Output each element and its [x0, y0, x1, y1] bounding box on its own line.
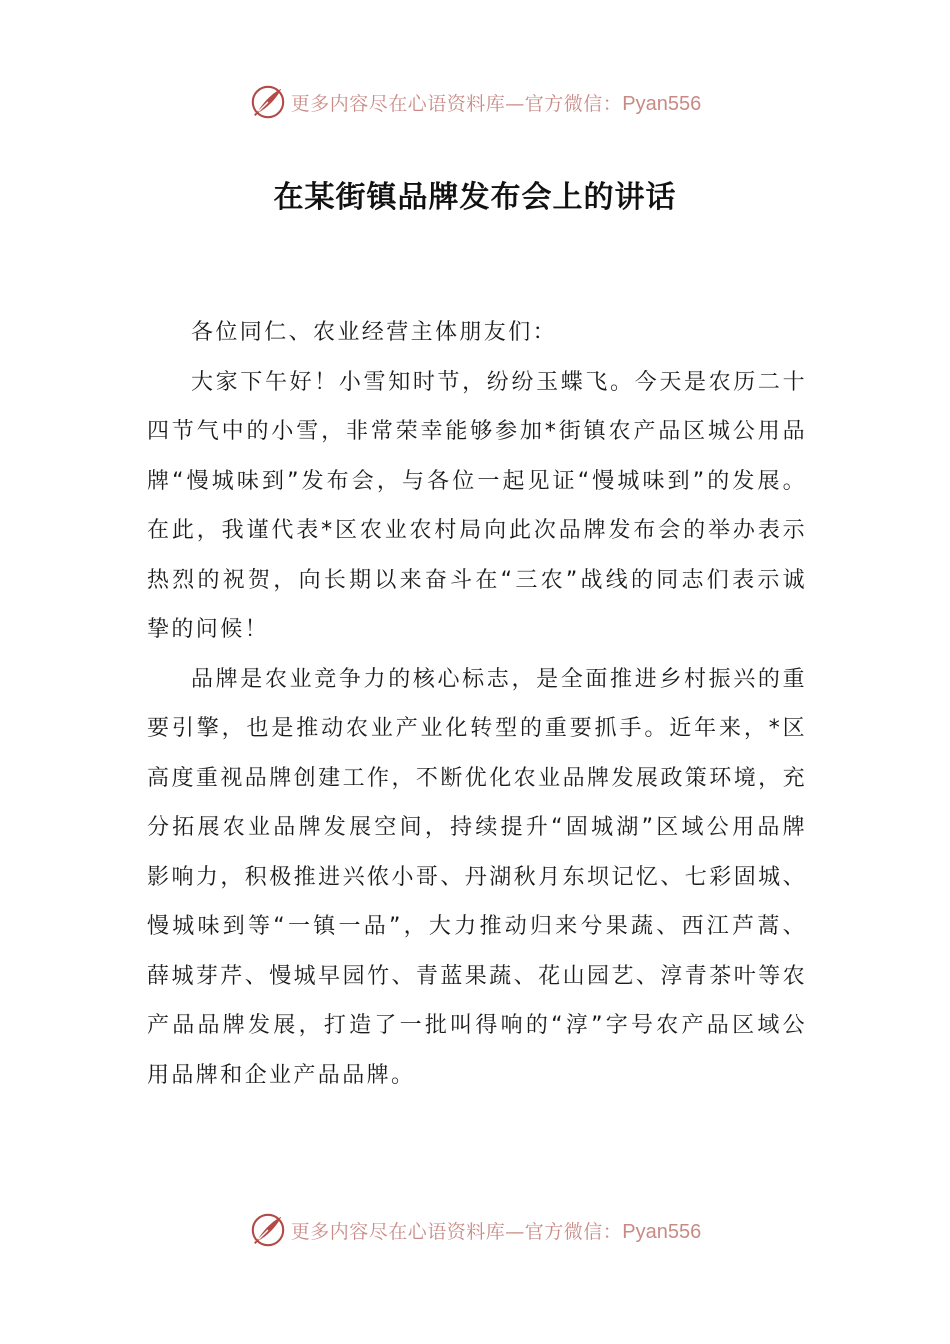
document-body: [147, 308, 807, 1100]
document-title: 在某街镇品牌发布会上的讲话: [273, 180, 677, 215]
paragraph: 大家下午好！小雪知时节，纷纷玉蝶飞。今天是农历二十四节气中的小雪，非常荣幸能够参加*街镇农产品区城公用品牌“慢城味到”发布会，与各位一起见证“慢城味到”的发展。在此，我谨代表*区农业农村局向此次品牌发布会的举办表示热烈的祝贺，向长期以来奋斗在“三农”战线的同志们表示诚挚的问候！: [147, 369, 807, 642]
header-watermark: [0, 80, 950, 124]
paragraph: 品牌是农业竞争力的核心标志，是全面推进乡村振兴的重要引擎，也是推动农业产业化转型的重要抓手。近年来，*区高度重视品牌创建工作，不断优化农业品牌发展政策环境，充分拓展农业品牌发展空间，持续提升“固城湖”区域公用品牌影响力，积极推进兴侬小哥、丹湖秋月东坝记忆、七彩固城、慢城味到等“一镇一品”，大力推动归来兮果蔬、西江芦蒿、薛城芽芹、慢城早园竹、青蓝果蔬、花山园艺、淳青茶叶等农产品品牌发展，打造了一批叫得响的“淳”字号农产品区域公用品牌和企业产品品牌。: [147, 666, 807, 1088]
quill-logo-icon: [249, 83, 287, 121]
footer-watermark: [0, 1208, 950, 1252]
paragraph-salutation: 各位同仁、农业经营主体朋友们：: [191, 320, 558, 345]
watermark-text: 更多内容尽在心语资料库—官方微信：Pyan556: [290, 92, 702, 115]
watermark-text: 更多内容尽在心语资料库—官方微信：Pyan556: [290, 1220, 702, 1243]
quill-logo-icon: [249, 1211, 287, 1249]
